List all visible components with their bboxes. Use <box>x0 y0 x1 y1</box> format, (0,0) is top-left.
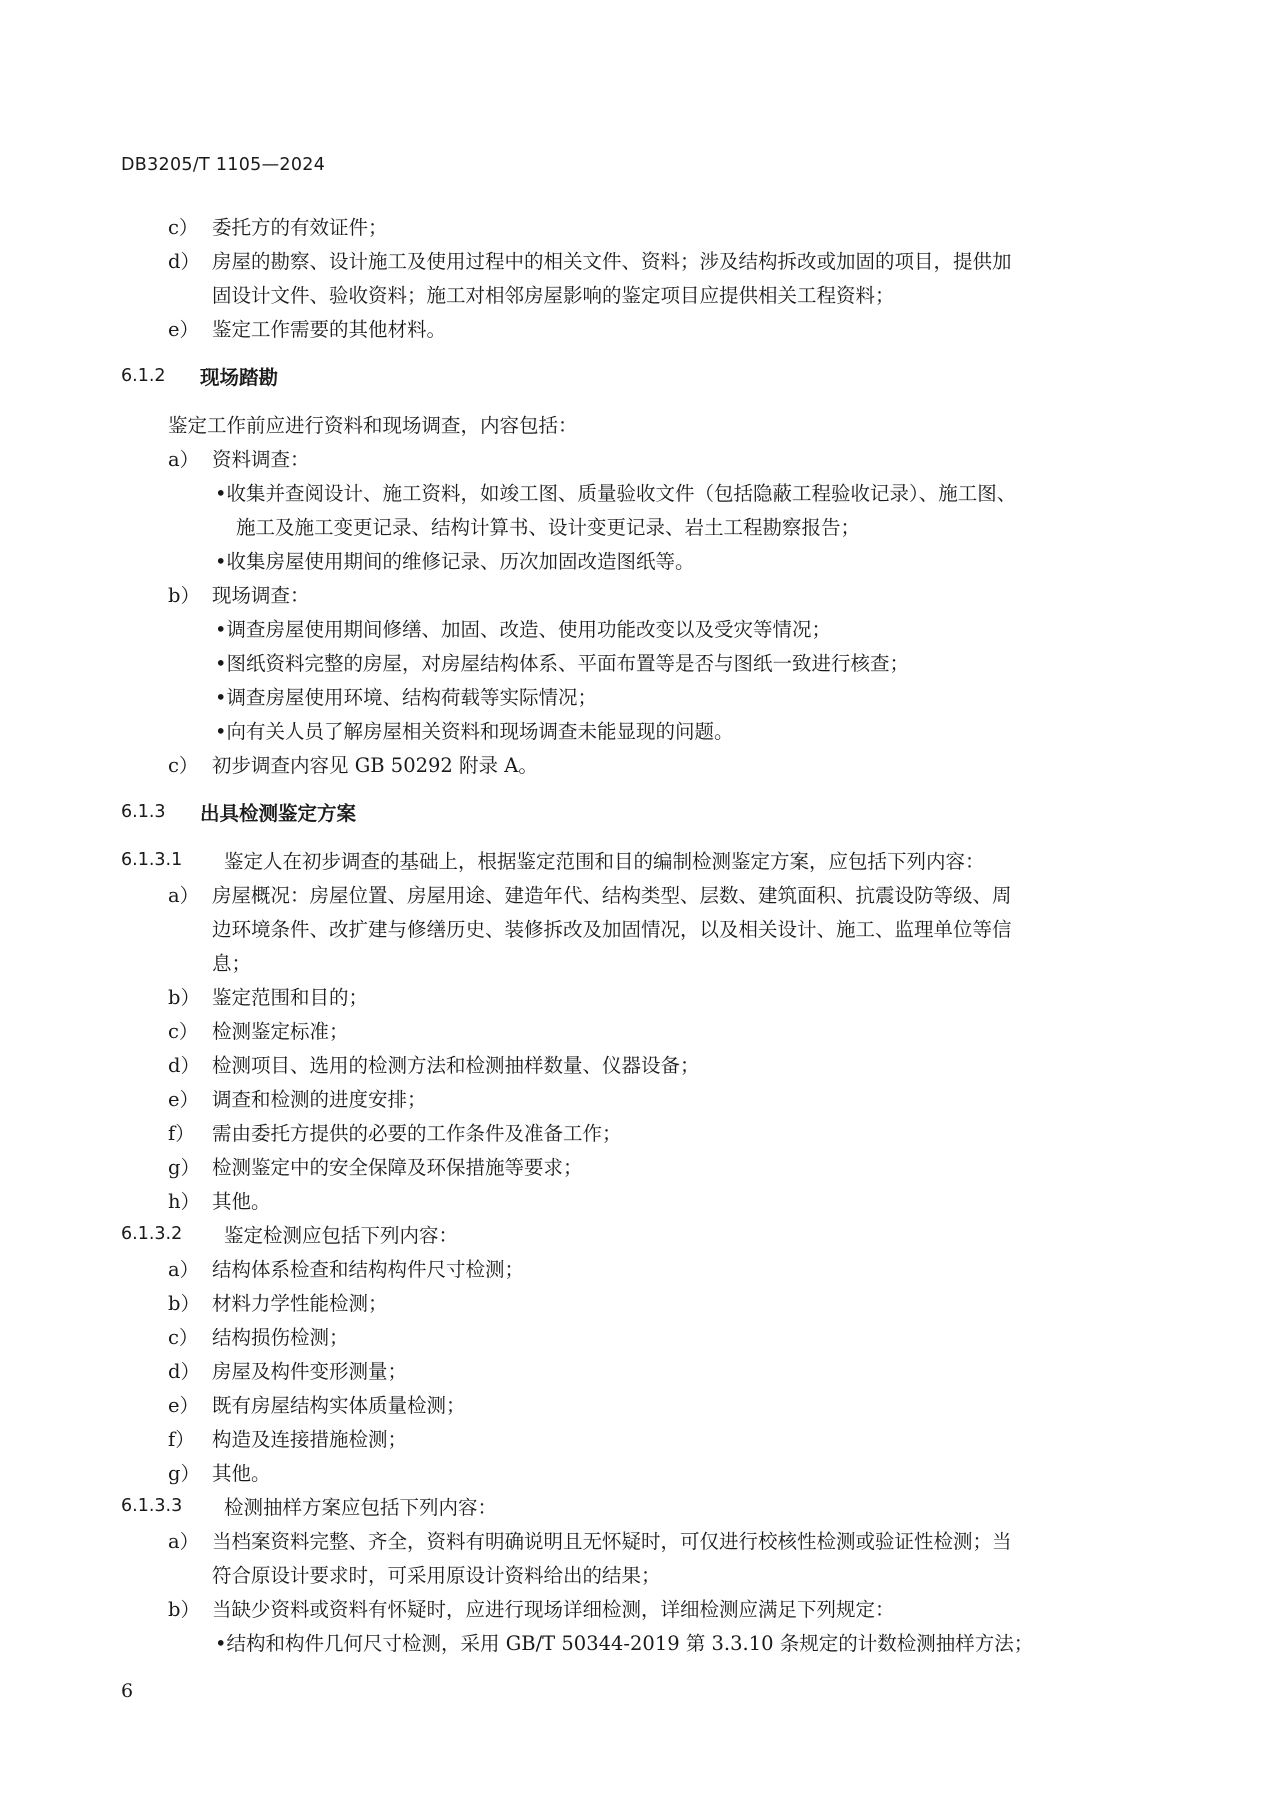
list-marker: b） <box>168 584 200 607</box>
line-text: 调查和检测的进度安排； <box>212 1088 427 1111</box>
line-text: 房屋及构件变形测量； <box>212 1360 408 1383</box>
line-text: 鉴定工作需要的其他材料。 <box>212 318 447 341</box>
line-text: 初步调查内容见 GB 50292 附录 A。 <box>212 754 538 777</box>
line-text: 当缺少资料或资料有怀疑时，应进行现场详细检测，详细检测应满足下列规定： <box>212 1598 895 1621</box>
bullet-item: •调查房屋使用环境、结构荷载等实际情况； <box>215 686 598 709</box>
list-marker: b） <box>168 1598 200 1621</box>
list-marker: e） <box>168 318 200 341</box>
list-marker: g） <box>168 1156 200 1179</box>
line-text: 其他。 <box>212 1190 271 1213</box>
list-marker: b） <box>168 1292 200 1315</box>
line-text: 既有房屋结构实体质量检测； <box>212 1394 466 1417</box>
line-text: 需由委托方提供的必要的工作条件及准备工作； <box>212 1122 622 1145</box>
line-text: 委托方的有效证件； <box>212 216 388 239</box>
list-marker: d） <box>168 1054 200 1077</box>
list-marker: f） <box>168 1122 195 1145</box>
list-marker: c） <box>168 1020 199 1043</box>
section-heading: 现场踏勘 <box>200 366 279 389</box>
bullet-item: •结构和构件几何尺寸检测，采用 GB/T 50344-2019 第 3.3.10 条规定的计数检测抽样方法； <box>215 1632 1034 1655</box>
line-text: 检测项目、选用的检测方法和检测抽样数量、仪器设备； <box>212 1054 700 1077</box>
line-text: 构造及连接措施检测； <box>212 1428 408 1451</box>
line-text: 检测鉴定中的安全保障及环保措施等要求； <box>212 1156 583 1179</box>
document-number: DB3205/T 1105—2024 <box>121 155 326 175</box>
line-text: 鉴定工作前应进行资料和现场调查，内容包括： <box>168 414 578 437</box>
line-text: 资料调查： <box>212 448 310 471</box>
clause-number: 6.1.2 <box>121 366 166 386</box>
page-number: 6 <box>121 1680 134 1702</box>
line-text: 鉴定范围和目的； <box>212 986 369 1009</box>
bullet-item: •收集房屋使用期间的维修记录、历次加固改造图纸等。 <box>215 550 695 573</box>
list-marker: c） <box>168 1326 199 1349</box>
line-text: 鉴定检测应包括下列内容： <box>224 1224 459 1247</box>
list-marker: d） <box>168 250 200 273</box>
list-marker: a） <box>168 884 200 907</box>
list-marker: b） <box>168 986 200 1009</box>
list-marker: a） <box>168 1258 200 1281</box>
list-marker: e） <box>168 1394 200 1417</box>
list-marker: a） <box>168 448 200 471</box>
bullet-item: •向有关人员了解房屋相关资料和现场调查未能显现的问题。 <box>215 720 734 743</box>
line-text: 检测鉴定标准； <box>212 1020 349 1043</box>
line-text: 符合原设计要求时，可采用原设计资料给出的结果； <box>212 1564 661 1587</box>
line-text: 现场调查： <box>212 584 310 607</box>
list-marker: c） <box>168 754 199 777</box>
list-marker: a） <box>168 1530 200 1553</box>
list-marker: c） <box>168 216 199 239</box>
clause-number: 6.1.3.3 <box>121 1496 183 1516</box>
line-text: 施工及施工变更记录、结构计算书、设计变更记录、岩土工程勘察报告； <box>236 516 861 539</box>
line-text: 固设计文件、验收资料；施工对相邻房屋影响的鉴定项目应提供相关工程资料； <box>212 284 895 307</box>
line-text: 其他。 <box>212 1462 271 1485</box>
line-text: 房屋概况：房屋位置、房屋用途、建造年代、结构类型、层数、建筑面积、抗震设防等级、周 <box>212 884 1012 907</box>
line-text: 结构损伤检测； <box>212 1326 349 1349</box>
clause-number: 6.1.3 <box>121 802 166 822</box>
line-text: 房屋的勘察、设计施工及使用过程中的相关文件、资料；涉及结构拆改或加固的项目，提供加 <box>212 250 1012 273</box>
line-text: 鉴定人在初步调查的基础上，根据鉴定范围和目的编制检测鉴定方案，应包括下列内容： <box>224 850 985 873</box>
bullet-item: •调查房屋使用期间修缮、加固、改造、使用功能改变以及受灾等情况； <box>215 618 832 641</box>
bullet-item: •图纸资料完整的房屋，对房屋结构体系、平面布置等是否与图纸一致进行核查； <box>215 652 910 675</box>
bullet-item: •收集并查阅设计、施工资料，如竣工图、质量验收文件（包括隐蔽工程验收记录）、施工图、 <box>215 482 1017 505</box>
clause-number: 6.1.3.1 <box>121 850 183 870</box>
list-marker: h） <box>168 1190 201 1213</box>
section-heading: 出具检测鉴定方案 <box>200 802 357 825</box>
line-text: 息； <box>212 952 252 975</box>
line-text: 边环境条件、改扩建与修缮历史、装修拆改及加固情况，以及相关设计、施工、监理单位等信 <box>212 918 1012 941</box>
list-marker: g） <box>168 1462 200 1485</box>
list-marker: f） <box>168 1428 195 1451</box>
line-text: 材料力学性能检测； <box>212 1292 388 1315</box>
line-text: 结构体系检查和结构构件尺寸检测； <box>212 1258 525 1281</box>
clause-number: 6.1.3.2 <box>121 1224 183 1244</box>
list-marker: d） <box>168 1360 200 1383</box>
list-marker: e） <box>168 1088 200 1111</box>
line-text: 当档案资料完整、齐全，资料有明确说明且无怀疑时，可仅进行校核性检测或验证性检测；当 <box>212 1530 1012 1553</box>
line-text: 检测抽样方案应包括下列内容： <box>224 1496 498 1519</box>
